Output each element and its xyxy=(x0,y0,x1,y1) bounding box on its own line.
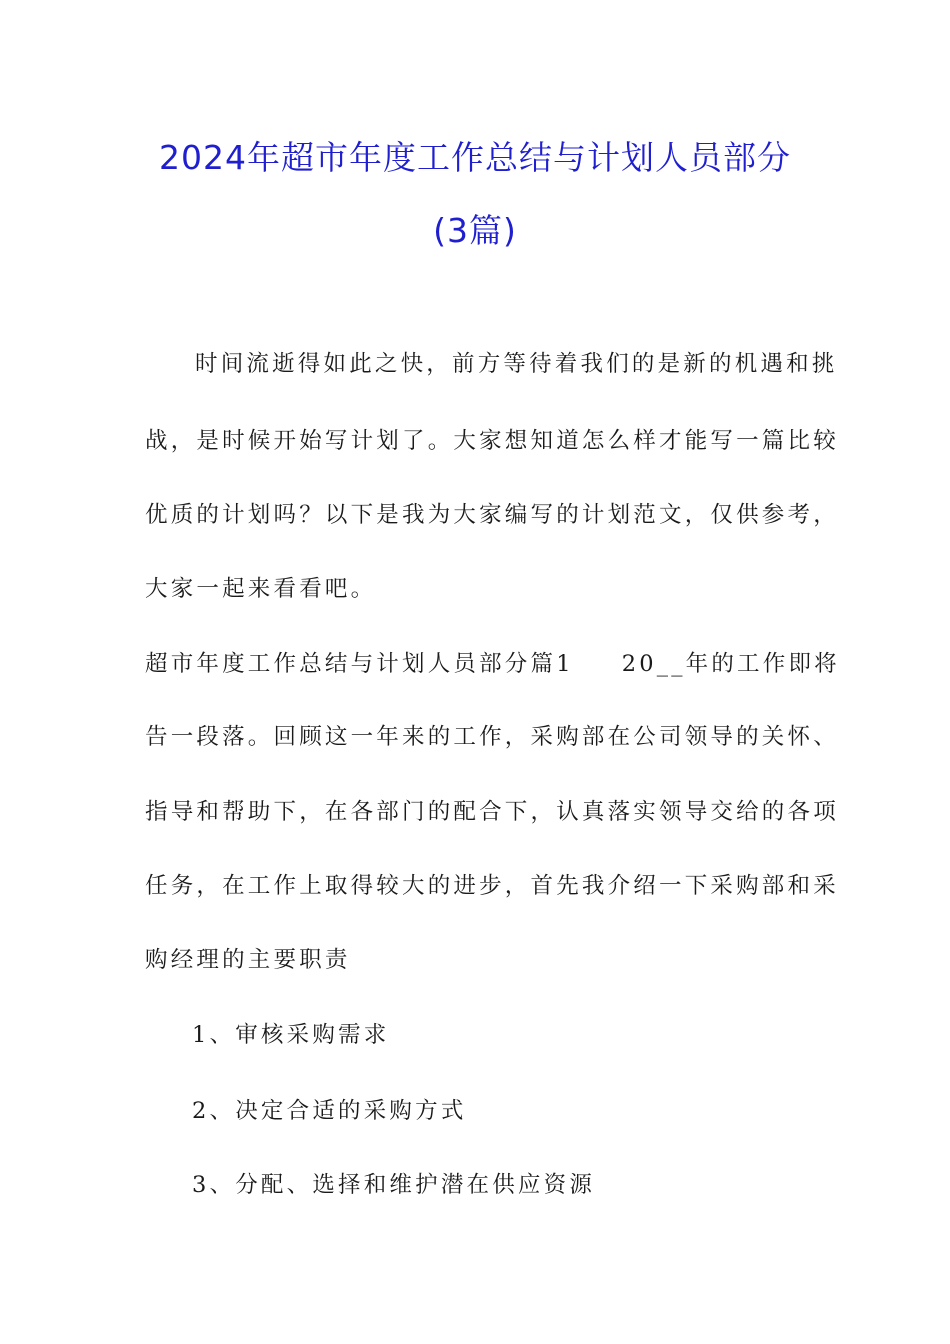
intro-line-3: 优质的计划吗？以下是我为大家编写的计划范文，仅供参考， xyxy=(145,502,839,528)
list-item-2: 2、决定合适的采购方式 xyxy=(192,1098,467,1124)
body-line-4: 购经理的主要职责 xyxy=(145,947,351,973)
document-title-line-2: (3篇) xyxy=(433,211,517,250)
intro-line-1: 时间流逝得如此之快，前方等待着我们的是新的机遇和挑 xyxy=(195,351,838,377)
intro-line-2: 战，是时候开始写计划了。大家想知道怎么样才能写一篇比较 xyxy=(145,428,839,454)
body-line-3: 任务，在工作上取得较大的进步，首先我介绍一下采购部和采 xyxy=(145,873,839,899)
section-heading: 超市年度工作总结与计划人员部分篇1 xyxy=(145,651,574,677)
list-item-1: 1、审核采购需求 xyxy=(192,1022,390,1048)
document-title-line-1: 2024年超市年度工作总结与计划人员部分 xyxy=(159,138,791,177)
body-line-1: 告一段落。回顾这一年来的工作，采购部在公司领导的关怀、 xyxy=(145,724,839,750)
intro-line-4: 大家一起来看看吧。 xyxy=(145,576,377,602)
list-item-3: 3、分配、选择和维护潜在供应资源 xyxy=(192,1172,596,1198)
body-line-2: 指导和帮助下，在各部门的配合下，认真落实领导交给的各项 xyxy=(145,799,839,825)
section-lead-text: 20__年的工作即将 xyxy=(621,651,840,677)
section-heading-row xyxy=(145,646,840,678)
